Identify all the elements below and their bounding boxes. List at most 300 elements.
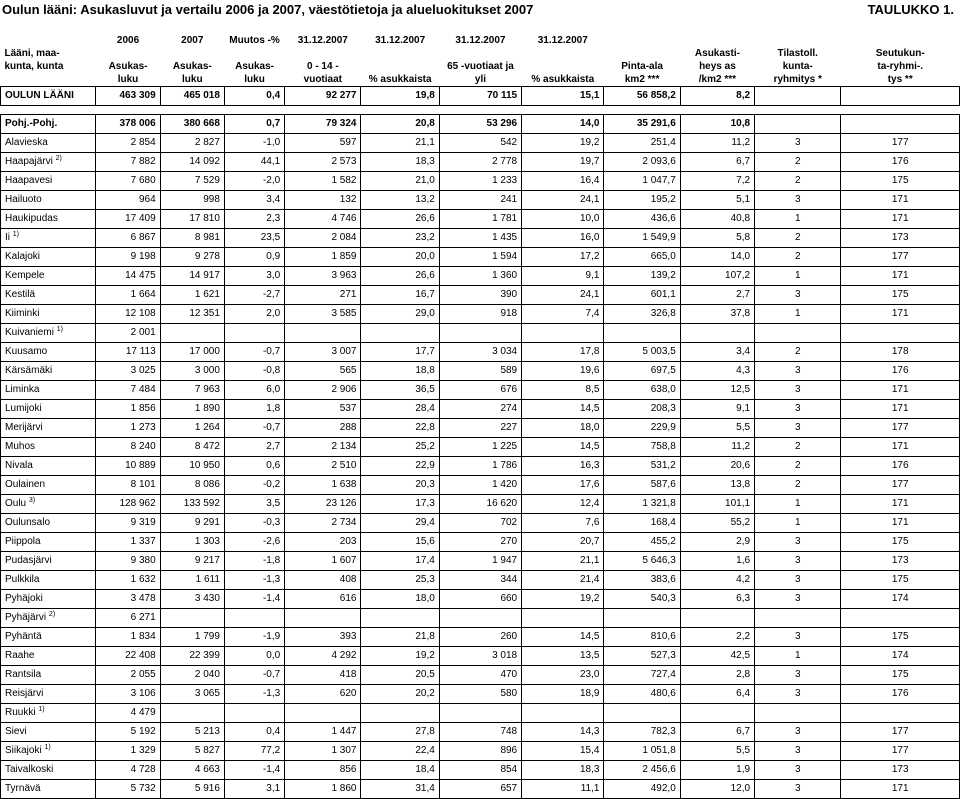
cell: 3,0: [224, 267, 284, 286]
cell: 408: [285, 571, 361, 590]
cell: 3: [755, 400, 841, 419]
cell: 175: [841, 286, 960, 305]
cell: 676: [439, 381, 521, 400]
document-title: Oulun lääni: Asukasluvut ja vertailu 2006 ja 2007, väestötietoja ja alueluokitukset 2007: [2, 2, 534, 17]
cell: 15,6: [361, 533, 439, 552]
cell: 23,5: [224, 229, 284, 248]
cell: 9,1: [680, 400, 754, 419]
cell: 18,0: [522, 419, 604, 438]
municipality-label: Haukipudas: [5, 213, 58, 224]
municipality-name: [1, 628, 96, 647]
municipality-row: [1, 134, 960, 153]
cell: 7 882: [96, 153, 160, 172]
header-cell: 31.12.2007: [297, 35, 348, 46]
cell: 19,7: [522, 153, 604, 172]
cell: 537: [285, 400, 361, 419]
cell: 7,6: [522, 514, 604, 533]
municipality-label: Lumijoki: [5, 403, 42, 414]
cell: 527,3: [604, 647, 680, 666]
cell: 638,0: [604, 381, 680, 400]
cell: 5,8: [680, 229, 754, 248]
cell: 3: [755, 552, 841, 571]
cell: 13,5: [522, 647, 604, 666]
municipality-name: [1, 267, 96, 286]
province-row: [1, 87, 960, 106]
footnote-mark: 1): [56, 326, 63, 333]
municipality-label: Liminka: [5, 384, 40, 395]
cell: 531,2: [604, 457, 680, 476]
cell: 1 047,7: [604, 172, 680, 191]
cell: 2: [755, 438, 841, 457]
cell: 40,8: [680, 210, 754, 229]
cell: 22,4: [361, 742, 439, 761]
cell: 1 786: [439, 457, 521, 476]
cell: 2 573: [285, 153, 361, 172]
cell: 856: [285, 761, 361, 780]
table-header: [1, 34, 960, 87]
header-row: [1, 60, 960, 73]
cell: 727,4: [604, 666, 680, 685]
title-bar: [0, 0, 960, 19]
spacer-cell: [755, 106, 841, 115]
header-cell: [1, 34, 96, 47]
municipality-name: [1, 723, 96, 742]
municipality-row: [1, 210, 960, 229]
footnote-mark: 1): [44, 744, 51, 751]
cell: [439, 324, 521, 343]
header-cell: heys as: [699, 61, 736, 72]
cell: -0,3: [224, 514, 284, 533]
municipality-label: Nivala: [5, 460, 33, 471]
cell: [522, 704, 604, 723]
cell: 171: [841, 267, 960, 286]
cell: 601,1: [604, 286, 680, 305]
header-cell: 31.12.2007: [537, 35, 588, 46]
cell: 4 663: [160, 761, 224, 780]
cell: 177: [841, 134, 960, 153]
cell: -1,0: [224, 134, 284, 153]
municipality-name: [1, 134, 96, 153]
cell: 2,9: [680, 533, 754, 552]
cell: 5 213: [160, 723, 224, 742]
cell: 383,6: [604, 571, 680, 590]
cell: -0,8: [224, 362, 284, 381]
cell: 17 409: [96, 210, 160, 229]
cell: 465 018: [160, 87, 224, 106]
municipality-row: [1, 609, 960, 628]
cell: 1 549,9: [604, 229, 680, 248]
cell: [224, 324, 284, 343]
cell: 702: [439, 514, 521, 533]
cell: 390: [439, 286, 521, 305]
cell: 597: [285, 134, 361, 153]
cell: -0,2: [224, 476, 284, 495]
cell: [285, 324, 361, 343]
cell: 3: [755, 761, 841, 780]
cell: 1,9: [680, 761, 754, 780]
municipality-name: [1, 476, 96, 495]
municipality-label: Taivalkoski: [5, 764, 54, 775]
municipality-row: [1, 324, 960, 343]
cell: [604, 704, 680, 723]
cell: 620: [285, 685, 361, 704]
municipality-label: Pyhäntä: [5, 631, 42, 642]
cell: [755, 115, 841, 134]
cell: 1 582: [285, 172, 361, 191]
municipality-row: [1, 457, 960, 476]
cell: 589: [439, 362, 521, 381]
municipality-row: [1, 362, 960, 381]
cell: 18,3: [361, 153, 439, 172]
cell: 171: [841, 438, 960, 457]
cell: [841, 324, 960, 343]
cell: 176: [841, 457, 960, 476]
spacer-row: [1, 106, 960, 115]
cell: 6,7: [680, 153, 754, 172]
cell: 896: [439, 742, 521, 761]
municipality-name: [1, 533, 96, 552]
cell: [755, 609, 841, 628]
header-cell: 0 - 14 -: [306, 61, 339, 72]
header-row: [1, 73, 960, 87]
cell: 17 113: [96, 343, 160, 362]
cell: 2 827: [160, 134, 224, 153]
cell: 470: [439, 666, 521, 685]
cell: 665,0: [604, 248, 680, 267]
header-cell: vuotiaat: [303, 74, 342, 85]
cell: 35 291,6: [604, 115, 680, 134]
cell: 3 585: [285, 305, 361, 324]
cell: 139,2: [604, 267, 680, 286]
municipality-name: [1, 780, 96, 799]
cell: 2 084: [285, 229, 361, 248]
cell: 9 198: [96, 248, 160, 267]
cell: 3 025: [96, 362, 160, 381]
cell: 1 447: [285, 723, 361, 742]
cell: 173: [841, 761, 960, 780]
cell: 173: [841, 552, 960, 571]
cell: 208,3: [604, 400, 680, 419]
cell: 3 478: [96, 590, 160, 609]
municipality-name: [1, 324, 96, 343]
cell: 79 324: [285, 115, 361, 134]
municipality-label: Kiiminki: [5, 308, 40, 319]
cell: 11,2: [680, 134, 754, 153]
municipality-label: Rantsila: [5, 669, 42, 680]
municipality-name: [1, 419, 96, 438]
cell: [160, 324, 224, 343]
municipality-row: [1, 742, 960, 761]
cell: [755, 704, 841, 723]
cell: 18,9: [522, 685, 604, 704]
cell: 3 430: [160, 590, 224, 609]
header-cell: [224, 47, 284, 60]
header-cell: Lääni, maa-: [4, 48, 60, 59]
municipality-row: [1, 305, 960, 324]
cell: 326,8: [604, 305, 680, 324]
cell: 1,6: [680, 552, 754, 571]
cell: 3: [755, 134, 841, 153]
cell: 1 435: [439, 229, 521, 248]
cell: 22,8: [361, 419, 439, 438]
cell: 174: [841, 647, 960, 666]
cell: 13,8: [680, 476, 754, 495]
spacer-cell: [224, 106, 284, 115]
municipality-row: [1, 628, 960, 647]
cell: -1,3: [224, 685, 284, 704]
cell: 29,4: [361, 514, 439, 533]
municipality-name: [1, 552, 96, 571]
cell: 177: [841, 248, 960, 267]
cell: 8,2: [680, 87, 754, 106]
cell: 3 106: [96, 685, 160, 704]
cell: 3: [755, 590, 841, 609]
municipality-label: Kuivaniemi: [5, 327, 54, 338]
spacer-cell: [96, 106, 160, 115]
cell: 8 240: [96, 438, 160, 457]
cell: 17,4: [361, 552, 439, 571]
header-cell: [604, 47, 680, 60]
cell: 6,7: [680, 723, 754, 742]
cell: 175: [841, 666, 960, 685]
cell: 3 018: [439, 647, 521, 666]
cell: 1 329: [96, 742, 160, 761]
cell: 393: [285, 628, 361, 647]
municipality-name: [1, 286, 96, 305]
cell: -0,7: [224, 666, 284, 685]
municipality-name: [1, 229, 96, 248]
cell: 14 092: [160, 153, 224, 172]
cell: 1: [755, 305, 841, 324]
municipality-row: [1, 248, 960, 267]
cell: 1: [755, 495, 841, 514]
cell: 542: [439, 134, 521, 153]
cell: 171: [841, 400, 960, 419]
cell: 1 890: [160, 400, 224, 419]
cell: 195,2: [604, 191, 680, 210]
footnote-mark: 1): [12, 231, 20, 238]
cell: 14,5: [522, 438, 604, 457]
cell: 10,0: [522, 210, 604, 229]
header-cell: luku: [244, 74, 265, 85]
cell: 1 273: [96, 419, 160, 438]
cell: 177: [841, 476, 960, 495]
header-cell: ryhmitys *: [773, 74, 822, 85]
header-cell: % asukkaista: [531, 74, 595, 85]
cell: 1 264: [160, 419, 224, 438]
cell: [522, 324, 604, 343]
municipality-name: [1, 248, 96, 267]
cell: 3: [755, 191, 841, 210]
cell: 14 917: [160, 267, 224, 286]
cell: 173: [841, 229, 960, 248]
cell: 22 408: [96, 647, 160, 666]
municipality-label: Kestilä: [5, 289, 36, 300]
cell: 2: [755, 248, 841, 267]
cell: [285, 609, 361, 628]
municipality-row: [1, 191, 960, 210]
cell: 20,5: [361, 666, 439, 685]
cell: 3: [755, 780, 841, 799]
municipality-row: [1, 229, 960, 248]
cell: 171: [841, 191, 960, 210]
cell: 274: [439, 400, 521, 419]
cell: 587,6: [604, 476, 680, 495]
cell: 23 126: [285, 495, 361, 514]
municipality-label: Kuusamo: [5, 346, 48, 357]
cell: 16,4: [522, 172, 604, 191]
cell: 55,2: [680, 514, 754, 533]
cell: 171: [841, 210, 960, 229]
cell: 492,0: [604, 780, 680, 799]
municipality-label: Merijärvi: [5, 422, 43, 433]
cell: 10,8: [680, 115, 754, 134]
cell: 1 856: [96, 400, 160, 419]
cell: 4 746: [285, 210, 361, 229]
cell: 3 007: [285, 343, 361, 362]
cell: [680, 704, 754, 723]
cell: 3: [755, 685, 841, 704]
municipality-name: [1, 666, 96, 685]
footnote-mark: 2): [48, 611, 56, 618]
municipality-label: Kärsämäki: [5, 365, 53, 376]
cell: [439, 609, 521, 628]
municipality-label: Haapavesi: [5, 175, 53, 186]
cell: 455,2: [604, 533, 680, 552]
cell: 23,0: [522, 666, 604, 685]
cell: 8 101: [96, 476, 160, 495]
cell: 56 858,2: [604, 87, 680, 106]
cell: 176: [841, 685, 960, 704]
cell: 175: [841, 571, 960, 590]
header-cell: 31.12.2007: [375, 35, 426, 46]
cell: 2,3: [224, 210, 284, 229]
cell: 14,5: [522, 628, 604, 647]
footnote-mark: 1): [38, 706, 45, 713]
cell: 12,5: [680, 381, 754, 400]
municipality-label: Sievi: [5, 726, 27, 737]
cell: 13,2: [361, 191, 439, 210]
table-body: [1, 87, 960, 799]
municipality-name: [1, 609, 96, 628]
municipality-label: Pyhäjoki: [5, 593, 43, 604]
cell: 6 867: [96, 229, 160, 248]
cell: 12 351: [160, 305, 224, 324]
cell: 2: [755, 343, 841, 362]
municipality-label: Alavieska: [5, 137, 48, 148]
footnote-mark: 2): [55, 155, 62, 162]
cell: 1 799: [160, 628, 224, 647]
cell: 1 337: [96, 533, 160, 552]
cell: 227: [439, 419, 521, 438]
cell: -1,4: [224, 761, 284, 780]
cell: 18,8: [361, 362, 439, 381]
cell: 15,4: [522, 742, 604, 761]
header-cell: 31.12.2007: [455, 35, 506, 46]
cell: 7 963: [160, 381, 224, 400]
header-cell: 65 -vuotiaat ja: [447, 61, 514, 72]
cell: 11,1: [522, 780, 604, 799]
municipality-label: Kempele: [5, 270, 45, 281]
cell: 171: [841, 514, 960, 533]
cell: 2 093,6: [604, 153, 680, 172]
cell: 2,0: [224, 305, 284, 324]
cell: [160, 704, 224, 723]
cell: 3 034: [439, 343, 521, 362]
cell: 16,3: [522, 457, 604, 476]
cell: 436,6: [604, 210, 680, 229]
cell: 19,2: [522, 590, 604, 609]
municipality-row: [1, 647, 960, 666]
cell: 660: [439, 590, 521, 609]
cell: 3: [755, 666, 841, 685]
cell: 2 778: [439, 153, 521, 172]
cell: 174: [841, 590, 960, 609]
cell: 657: [439, 780, 521, 799]
cell: 1 360: [439, 267, 521, 286]
cell: 12,4: [522, 495, 604, 514]
cell: [285, 704, 361, 723]
municipality-label: Haapajärvi: [5, 156, 53, 167]
cell: 0,6: [224, 457, 284, 476]
cell: [361, 324, 439, 343]
cell: -2,6: [224, 533, 284, 552]
municipality-label: Piippola: [5, 536, 41, 547]
cell: 0,4: [224, 87, 284, 106]
municipality-row: [1, 381, 960, 400]
cell: 1 781: [439, 210, 521, 229]
cell: 171: [841, 495, 960, 514]
cell: 9 217: [160, 552, 224, 571]
cell: 697,5: [604, 362, 680, 381]
cell: 998: [160, 191, 224, 210]
cell: 3: [755, 381, 841, 400]
cell: 25,3: [361, 571, 439, 590]
cell: 2 456,6: [604, 761, 680, 780]
cell: 7 680: [96, 172, 160, 191]
cell: 27,8: [361, 723, 439, 742]
header-cell: kunta-: [782, 61, 813, 72]
cell: 7,4: [522, 305, 604, 324]
cell: 14,0: [680, 248, 754, 267]
cell: 2 134: [285, 438, 361, 457]
municipality-row: [1, 267, 960, 286]
cell: 101,1: [680, 495, 754, 514]
municipality-label: Oulunsalo: [5, 517, 51, 528]
header-cell: [841, 34, 960, 47]
cell: -1,9: [224, 628, 284, 647]
municipality-name: [1, 742, 96, 761]
cell: 178: [841, 343, 960, 362]
cell: 175: [841, 628, 960, 647]
cell: 22 399: [160, 647, 224, 666]
cell: 344: [439, 571, 521, 590]
header-cell: Tilastoll.: [777, 48, 818, 59]
cell: 1 859: [285, 248, 361, 267]
cell: 1 051,8: [604, 742, 680, 761]
municipality-name: [1, 457, 96, 476]
cell: 14,3: [522, 723, 604, 742]
cell: 16,0: [522, 229, 604, 248]
cell: 5,1: [680, 191, 754, 210]
header-row: [1, 34, 960, 47]
cell: 1: [755, 267, 841, 286]
cell: 1,8: [224, 400, 284, 419]
municipality-row: [1, 419, 960, 438]
cell: 133 592: [160, 495, 224, 514]
cell: 3: [755, 742, 841, 761]
cell: 177: [841, 742, 960, 761]
